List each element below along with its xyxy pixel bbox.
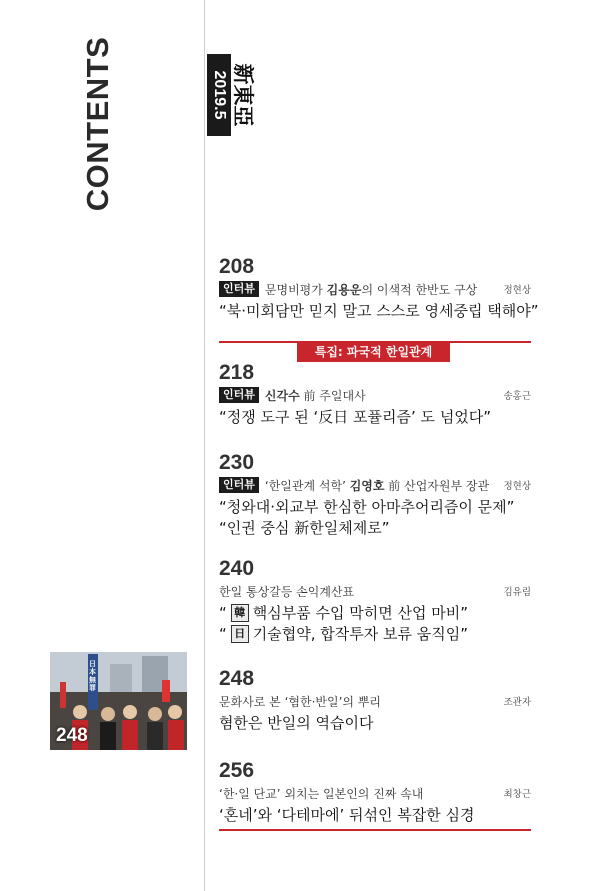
toc-entry-256[interactable] bbox=[219, 760, 531, 826]
entry-meta bbox=[219, 386, 531, 404]
entry-meta bbox=[219, 476, 531, 494]
entry-headline: ‘혼네’와 ‘다테마에’ 뒤섞인 복잡한 심경 bbox=[219, 806, 475, 824]
entry-meta bbox=[219, 784, 531, 802]
entry-headline: “북·미회담만 믿지 말고 스스로 영세중립 택해야” bbox=[219, 302, 539, 320]
page-number: 240 bbox=[219, 557, 255, 580]
interview-tag: 인터뷰 bbox=[219, 477, 259, 493]
entry-description: 한일 통상갈등 손익계산표 bbox=[219, 584, 355, 599]
entry-description: ‘한·일 단교’ 외치는 일본인의 진짜 속내 bbox=[219, 786, 424, 801]
toc-entry-218[interactable] bbox=[219, 362, 531, 428]
author-name: 최창근 bbox=[503, 789, 531, 800]
entry-meta bbox=[219, 582, 531, 600]
toc-entry-248[interactable] bbox=[219, 668, 531, 734]
toc-entry-208[interactable] bbox=[219, 255, 539, 322]
page-number: 230 bbox=[219, 451, 255, 474]
interview-tag: 인터뷰 bbox=[219, 281, 259, 297]
author-name: 조관자 bbox=[503, 697, 531, 708]
toc-entry-230[interactable] bbox=[219, 452, 531, 539]
entry-description: ‘한일관계 석학’ 김영호 前 산업자원부 장관 bbox=[264, 478, 490, 493]
author-name: 정현상 bbox=[503, 285, 531, 296]
japan-glyph-box: 日 bbox=[231, 625, 249, 643]
korea-glyph-box: 韓 bbox=[231, 604, 249, 622]
entry-headline: 혐한은 반일의 역습이다 bbox=[219, 714, 374, 732]
issue-date-badge: 2019.5 bbox=[207, 54, 231, 136]
bottom-divider bbox=[219, 829, 531, 831]
vertical-divider bbox=[204, 0, 205, 891]
page-number: 208 bbox=[219, 255, 255, 278]
author-name: 정현상 bbox=[503, 481, 531, 492]
page-number: 256 bbox=[219, 759, 255, 782]
entry-description: 문화사로 본 ‘혐한·반일’의 뿌리 bbox=[219, 694, 381, 709]
toc-entry-240[interactable] bbox=[219, 558, 531, 645]
entry-meta bbox=[219, 692, 531, 710]
author-name: 송홍근 bbox=[503, 391, 531, 402]
photo-page-number: 248 bbox=[56, 725, 88, 746]
entry-headline-2: “인권 중심 新한일체제로” bbox=[219, 519, 390, 537]
page-number: 218 bbox=[219, 361, 255, 384]
entry-description: 신각수 前 주일대사 bbox=[264, 388, 366, 403]
photo-sign-text: 日本無罪 bbox=[89, 660, 96, 692]
entry-meta bbox=[219, 280, 531, 298]
entry-headline: “청와대·외교부 한심한 아마추어리즘이 문제” bbox=[219, 498, 515, 516]
entry-headline: “ 韓 핵심부품 수입 막히면 산업 마비” bbox=[219, 604, 468, 622]
entry-headline-2: “ 日 기술협약, 합작투자 보류 움직임” bbox=[219, 625, 468, 643]
section-banner: 특집: 파국적 한일관계 bbox=[297, 343, 450, 362]
contents-title: CONTENTS bbox=[80, 36, 115, 212]
entry-headline: “정쟁 도구 된 ‘反日 포퓰리즘’ 도 넘었다” bbox=[219, 408, 492, 426]
page-number: 248 bbox=[219, 667, 255, 690]
author-name: 김유림 bbox=[503, 587, 531, 598]
interview-tag: 인터뷰 bbox=[219, 387, 259, 403]
magazine-name: 新東亞 bbox=[231, 63, 256, 127]
entry-description: 문명비평가 김용운의 이색적 한반도 구상 bbox=[264, 282, 478, 297]
